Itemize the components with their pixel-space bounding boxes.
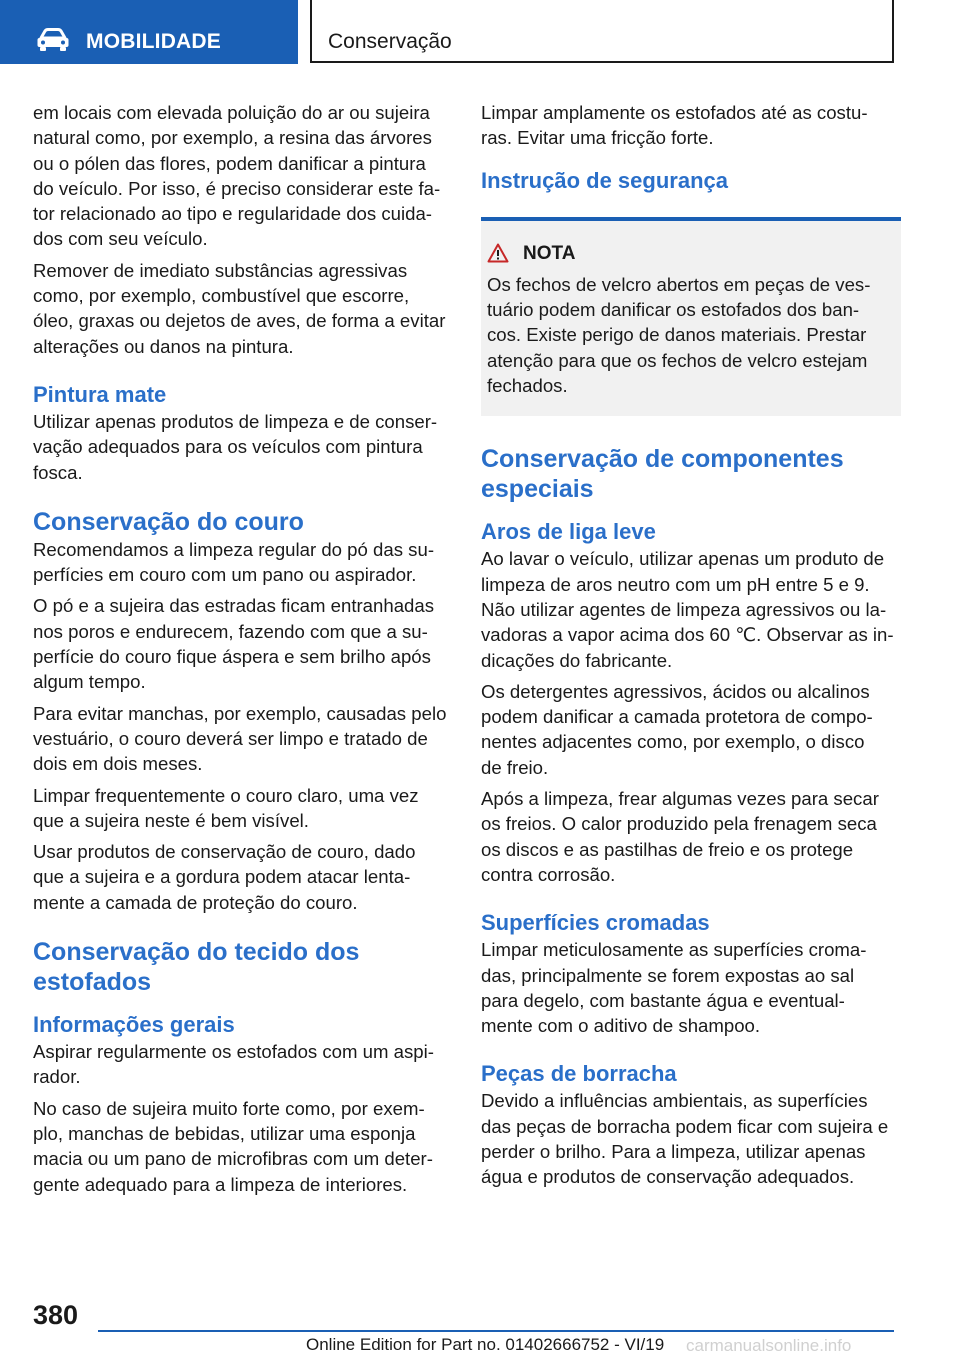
section-tab[interactable] (0, 0, 298, 64)
text-line: cos. Existe perigo de danos materiais. Prestar (487, 324, 867, 346)
text-line: Aspirar regularmente os estofados com um aspi‐ (33, 1041, 434, 1063)
text-line: dois em dois meses. (33, 753, 203, 775)
text-line: O pó e a sujeira das estradas ficam entranhadas (33, 595, 435, 617)
text-line: Para evitar manchas, por exemplo, causadas pelo (33, 702, 447, 724)
text-line: em locais com elevada poluição do ar ou sujeira (33, 102, 430, 123)
watermark: carmanualsonline.info (686, 1336, 852, 1355)
edition-note: Online Edition for Part no. 01402666752 - VI/19 (306, 1335, 665, 1354)
text-line: Usar produtos de conservação de couro, dado (33, 841, 416, 863)
safety-note-text (487, 272, 901, 398)
section-tab-label: MOBILIDADE (86, 30, 221, 53)
paragraph (33, 537, 453, 588)
heading-conservacao-tecido (33, 937, 453, 997)
paragraph (33, 258, 453, 359)
paragraph (481, 546, 901, 672)
page-number: 380 (33, 1300, 79, 1330)
page-title: Conservação (328, 30, 452, 53)
paragraph (481, 937, 901, 1038)
text-line: que a sujeira neste é bem visível. (33, 809, 309, 831)
text-line: especiais (481, 475, 594, 504)
text-line: Os detergentes agressivos, ácidos ou alcalinos (481, 680, 870, 702)
text-line: nos poros e endurecem, fazendo com que a su‐ (33, 620, 428, 642)
heading-componentes-especiais (481, 444, 901, 504)
text-line: Conservação do tecido dos (33, 938, 360, 967)
text-line: ras. Evitar uma fricção forte. (481, 127, 714, 149)
text-line: Ao lavar o veículo, utilizar apenas um produto de (481, 548, 885, 570)
text-line: rador. (33, 1066, 81, 1088)
heading-pecas-borracha: Peças de borracha (481, 1061, 677, 1087)
safety-note-title (487, 241, 901, 266)
text-line: macia ou um pano de microfibras com um deter‐ (33, 1148, 433, 1170)
text-line: ou o pólen das flores, podem danificar a pintura (33, 152, 426, 174)
text-line: Recomendamos a limpeza regular do pó das su‐ (33, 538, 435, 560)
text-line: que a sujeira e a gordura podem atacar lenta‐ (33, 866, 411, 888)
text-line: Limpar meticulosamente as superfícies croma‐ (481, 939, 867, 961)
text-line: perder o brilho. Para a limpeza, utilizar apenas (481, 1141, 866, 1163)
text-line: gente adequado para a limpeza de interiores. (33, 1173, 408, 1195)
safety-note-label: NOTA (523, 242, 576, 264)
heading-informacoes-gerais: Informações gerais (33, 1012, 235, 1038)
text-line: vadoras a vapor acima dos 60 ℃. Observar as in‐ (481, 624, 894, 646)
text-line: como, por exemplo, combustível que escorre, (33, 285, 410, 307)
paragraph (33, 1096, 453, 1197)
heading-superficies-cromadas: Superfícies cromadas (481, 910, 710, 936)
text-line: mente com o aditivo de shampoo. (481, 1015, 761, 1037)
text-line: mente a camada de proteção do couro. (33, 891, 358, 913)
footer-divider (98, 1330, 894, 1332)
text-line: perfícies em couro com um pano ou aspirador. (33, 564, 417, 586)
text-line: tuário podem danificar os estofados dos ban‐ (487, 299, 860, 321)
text-line: os freios. O calor produzido pela frenagem seca (481, 813, 877, 835)
text-line: podem danificar a camada protetora de compo‐ (481, 706, 873, 728)
safety-note-box (481, 217, 901, 417)
text-line: perfície do couro fique áspera e sem brilho após (33, 646, 431, 668)
heading-pintura-mate: Pintura mate (33, 381, 167, 407)
warning-triangle-icon (487, 243, 509, 263)
paragraph (33, 409, 453, 485)
paragraph (481, 1088, 901, 1189)
text-line: limpeza de aros neutro com um pH entre 5 e 9. (481, 573, 870, 595)
page-header (310, 0, 894, 63)
text-line: para degelo, com bastante água e eventual‐ (481, 989, 845, 1011)
text-line: do veículo. Por isso, é preciso considerar este fa‐ (33, 177, 441, 199)
paragraph (33, 593, 453, 694)
text-line: os discos e as pastilhas de freio e os protege (481, 838, 854, 860)
text-line: alterações ou danos na pintura. (33, 335, 294, 357)
text-line: tor relacionado ao tipo e regularidade dos cuida‐ (33, 203, 432, 225)
text-line: estofados (33, 968, 152, 997)
paragraph (481, 786, 901, 887)
text-line: Limpar amplamente os estofados até as costu‐ (481, 102, 868, 123)
left-column (33, 100, 453, 1203)
text-line: nentes adjacentes como, por exemplo, o disco (481, 731, 865, 753)
text-line: dicações do fabricante. (481, 649, 673, 671)
text-line: óleo, graxas ou dejetos de aves, de forma a evitar (33, 310, 446, 332)
paragraph (481, 679, 901, 780)
text-line: dos com seu veículo. (33, 228, 208, 250)
heading-aros-liga-leve: Aros de liga leve (481, 519, 656, 545)
text-line: vestuário, o couro deverá ser limpo e tratado de (33, 727, 428, 749)
text-line: das peças de borracha podem ficar com sujeira e (481, 1115, 889, 1137)
text-line: fosca. (33, 461, 83, 483)
car-icon (36, 28, 70, 52)
right-column (481, 100, 901, 1196)
text-line: Após a limpeza, frear algumas vezes para secar (481, 788, 879, 810)
paragraph (33, 701, 453, 777)
text-line: Limpar frequentemente o couro claro, uma vez (33, 784, 419, 806)
text-line: fechados. (487, 375, 568, 397)
text-line: Conservação de componentes (481, 445, 844, 474)
paragraph (33, 100, 453, 252)
text-line: Utilizar apenas produtos de limpeza e de conser‐ (33, 410, 438, 432)
paragraph (33, 839, 453, 915)
heading-conservacao-couro: Conservação do couro (33, 507, 304, 536)
text-line: contra corrosão. (481, 863, 616, 885)
text-line: Remover de imediato substâncias agressivas (33, 259, 408, 281)
paragraph (33, 1039, 453, 1090)
text-line: plo, manchas de bebidas, utilizar uma esponja (33, 1122, 416, 1144)
text-line: algum tempo. (33, 671, 146, 693)
text-line: vação adequados para os veículos com pintura (33, 436, 423, 458)
text-line: atenção para que os fechos de velcro estejam (487, 349, 868, 371)
text-line: Não utilizar agentes de limpeza agressivos ou la‐ (481, 598, 887, 620)
text-line: Devido a influências ambientais, as superfícies (481, 1090, 868, 1112)
text-line: água e produtos de conservação adequados. (481, 1166, 855, 1188)
paragraph (33, 783, 453, 834)
text-line: de freio. (481, 756, 549, 778)
paragraph (481, 100, 901, 151)
text-line: Os fechos de velcro abertos em peças de ves‐ (487, 273, 871, 295)
text-line: das, principalmente se forem expostas ao sal (481, 964, 855, 986)
heading-instrucao-seguranca: Instrução de segurança (481, 167, 728, 193)
text-line: No caso de sujeira muito forte como, por exem‐ (33, 1097, 425, 1119)
text-line: natural como, por exemplo, a resina das árvores (33, 127, 432, 149)
